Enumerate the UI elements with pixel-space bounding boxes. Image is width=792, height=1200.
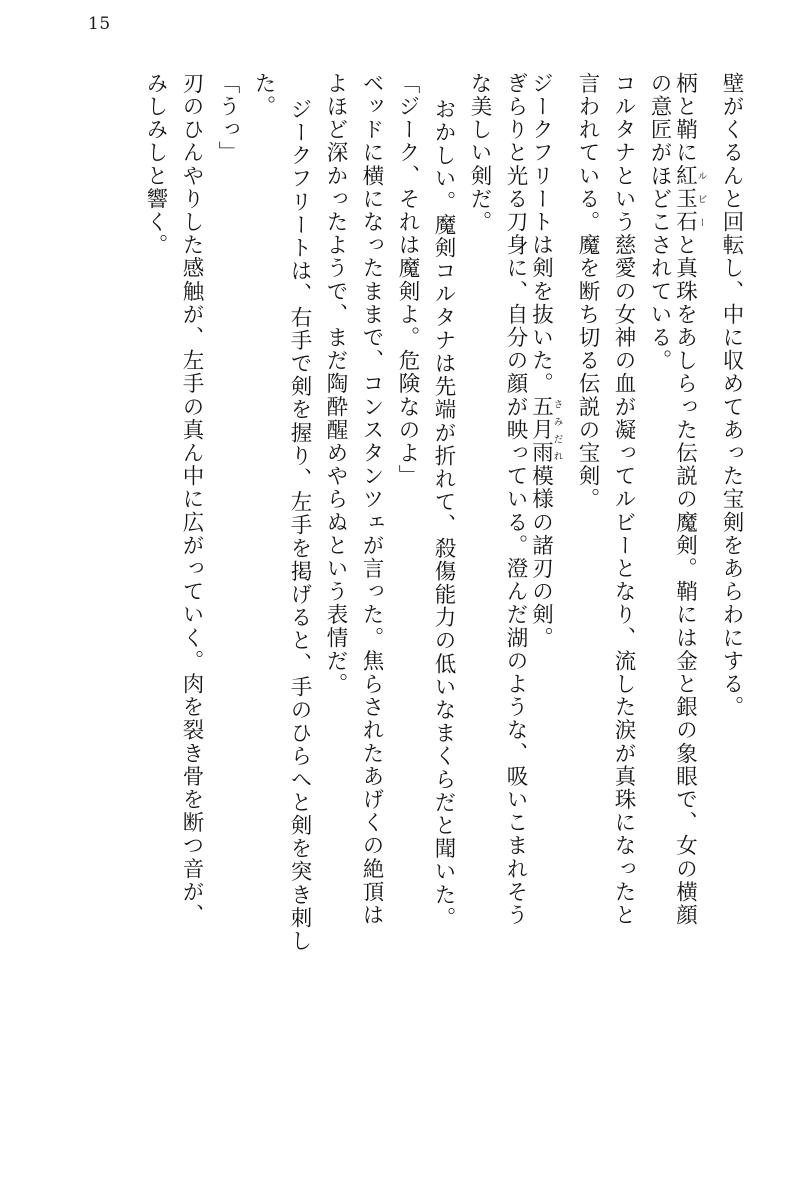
vertical-text-block bbox=[48, 72, 742, 1152]
text-line: 壁がくるんと回転し、中に収めてあった宝剣をあらわにする。 bbox=[719, 72, 744, 719]
text-line: 柄と鞘に紅玉石ルビーと真珠をあしらった伝説の魔剣。鞘には金と銀の象眼で、女の横顔 bbox=[672, 72, 707, 927]
text-line: ぎらりと光る刀身に、自分の顔が映っている。澄んだ湖のような、吸いこまれそう bbox=[503, 72, 528, 927]
text-line: 刃のひんやりした感触が、左手の真ん中に広がっていく。肉を裂き骨を断つ音が、 bbox=[179, 72, 204, 927]
text-line: 「うっ」 bbox=[215, 72, 240, 165]
ruby-annotation: 紅玉石ルビー bbox=[672, 164, 707, 234]
text-line: ベッドに横になったままで、コンスタンツェが言った。焦らされたあげくの絶頂は bbox=[359, 72, 384, 927]
text-line: の意匠がほどこされている。 bbox=[647, 72, 672, 373]
text-line: 「ジーク、それは魔剣よ。危険なのよ」 bbox=[395, 72, 420, 488]
text-line: た。 bbox=[251, 72, 276, 119]
text-line: 言われている。魔を断ち切る伝説の宝剣。 bbox=[575, 72, 600, 511]
page-number: 15 bbox=[88, 14, 111, 34]
text-line: おかしい。魔剣コルタナは先端が折れて、殺傷能力の低いなまくらだと聞いた。 bbox=[431, 98, 456, 930]
text-line: コルタナという慈愛の女神の血が凝ってルビーとなり、流した涙が真珠になったと bbox=[611, 72, 636, 927]
text-line: ジークフリートは剣を抜いた。五月雨さみだれ模様の諸刃の剣。 bbox=[528, 72, 563, 650]
text-line: みしみしと響く。 bbox=[143, 72, 168, 257]
text-line: よほど深かったようで、まだ陶酔醒めやらぬという表情だ。 bbox=[323, 72, 348, 696]
text-line: な美しい剣だ。 bbox=[467, 72, 492, 234]
text-line: ジークフリートは、右手で剣を握り、左手を掲げると、手のひらへと剣を突き刺し bbox=[287, 98, 312, 953]
ruby-annotation: 五月雨さみだれ bbox=[528, 395, 563, 465]
